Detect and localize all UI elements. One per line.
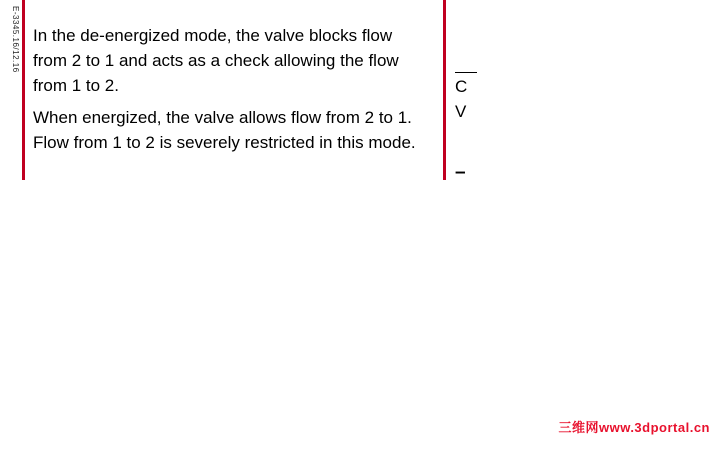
red-vertical-rule-left [22,0,25,180]
watermark-url: www.3dportal.cn [598,420,710,435]
right-fragment-dash: – [455,162,466,183]
right-fragment-line-1: C [455,72,477,99]
paragraph-de-energized: In the de-energized mode, the valve blocks flow from 2 to 1 and acts as a check allowing the flow from 1 to 2. [33,26,399,95]
red-vertical-rule-middle [443,0,446,180]
watermark-site-name: 三维网 [558,420,599,435]
document-side-id: E-3345.16/12.16 [11,6,20,73]
body-text-block [33,23,423,162]
watermark [558,417,710,436]
right-fragment-line-2: V [455,102,467,121]
paragraph-energized: When energized, the valve allows flow from 2 to 1. Flow from 1 to 2 is severely restricted in this mode. [33,108,416,152]
